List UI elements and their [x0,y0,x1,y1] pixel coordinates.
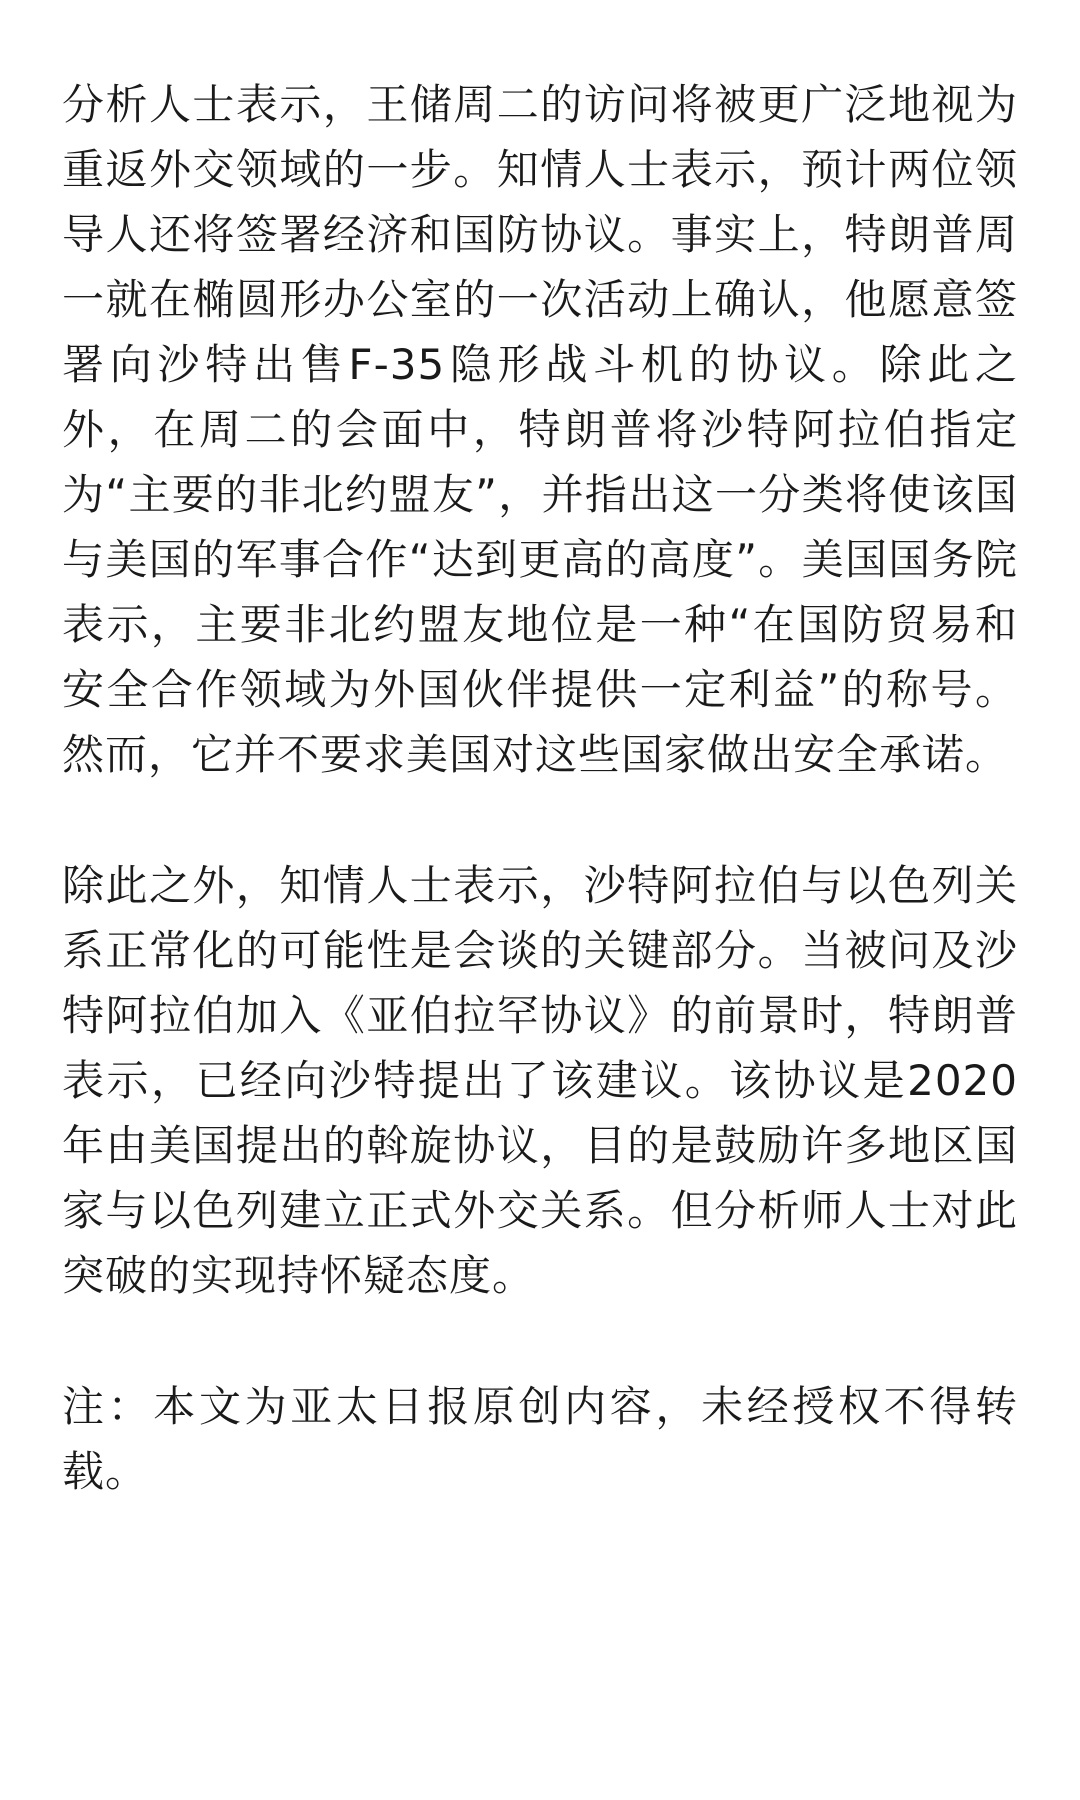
copyright-notice: 注：本文为亚太日报原创内容，未经授权不得转载。 [62,1382,1018,1496]
article-paragraph-2: 除此之外，知情人士表示，沙特阿拉伯与以色列关系正常化的可能性是会谈的关键部分。当被问及沙特阿拉伯加入《亚伯拉罕协议》的前景时，特朗普表示，已经向沙特提出了该建议。该协议是2020年由美国提出的斡旋协议，目的是鼓励许多地区国家与以色列建立正式外交关系。但分析师人士对此突破的实现持怀疑态度。 [62,861,1018,1300]
article-paragraph-1: 分析人士表示，王储周二的访问将被更广泛地视为重返外交领域的一步。知情人士表示，预计两位领导人还将签署经济和国防协议。事实上，特朗普周一就在椭圆形办公室的一次活动上确认，他愿意签署向沙特出售F-35隐形战斗机的协议。除此之外，在周二的会面中，特朗普将沙特阿拉伯指定为“主要的非北约盟友”，并指出这一分类将使该国与美国的军事合作“达到更高的高度”。美国国务院表示，主要非北约盟友地位是一种“在国防贸易和安全合作领域为外国伙伴提供一定利益”的称号。然而，它并不要求美国对这些国家做出安全承诺。 [62,80,1018,779]
